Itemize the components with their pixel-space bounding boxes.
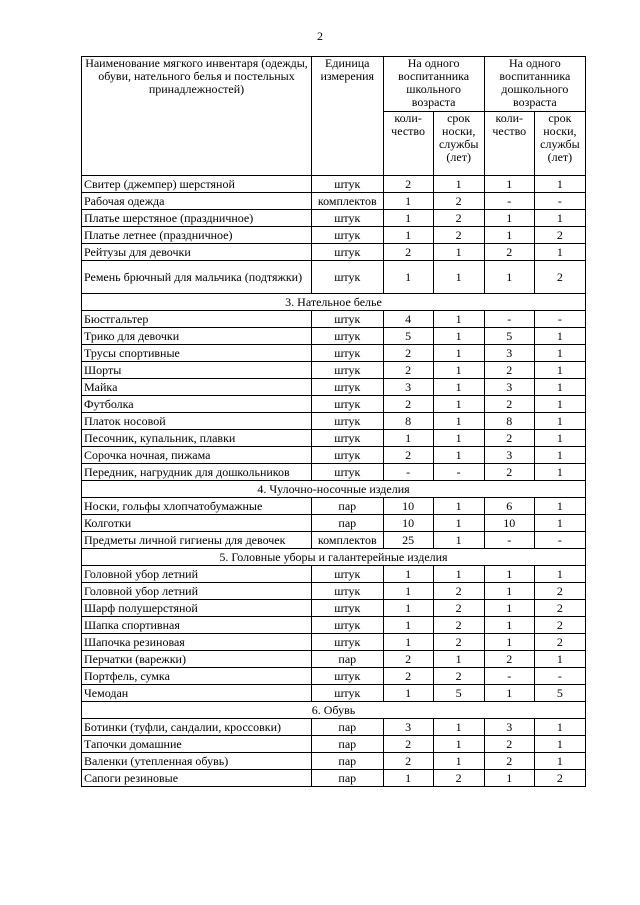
school-quantity: 2 [383,244,433,261]
table-row [82,244,586,261]
preschool-term: 1 [534,328,585,345]
item-unit: штук [312,210,384,227]
item-unit: пар [312,498,384,515]
school-quantity: 2 [383,396,433,413]
table-row [82,447,586,464]
preschool-quantity: 1 [484,600,534,617]
school-quantity: 2 [383,753,433,770]
school-term: 1 [433,362,484,379]
school-quantity: 2 [383,176,433,193]
preschool-term: 2 [534,634,585,651]
preschool-quantity: 1 [484,770,534,787]
item-name: Платок носовой [82,413,312,430]
table-row [82,176,586,193]
school-quantity: 1 [383,770,433,787]
school-quantity: 1 [383,193,433,210]
school-term: 1 [433,515,484,532]
school-quantity: 1 [383,600,433,617]
school-quantity: 4 [383,311,433,328]
table-row [82,566,586,583]
preschool-quantity: 2 [484,244,534,261]
school-quantity: 10 [383,515,433,532]
table-row [82,583,586,600]
section-title: 3. Нательное белье [82,294,586,311]
preschool-quantity: 2 [484,736,534,753]
school-term: 1 [433,447,484,464]
preschool-quantity: - [484,311,534,328]
preschool-quantity: 3 [484,345,534,362]
item-name: Колготки [82,515,312,532]
preschool-term: 2 [534,227,585,244]
table-row [82,719,586,736]
item-name: Шорты [82,362,312,379]
school-term: 1 [433,736,484,753]
school-term: 2 [433,634,484,651]
preschool-term: 2 [534,617,585,634]
preschool-term: 1 [534,345,585,362]
preschool-term: 1 [534,413,585,430]
header-school-qty: коли-чество [383,112,433,176]
preschool-term: 1 [534,210,585,227]
preschool-quantity: 10 [484,515,534,532]
preschool-term: - [534,193,585,210]
item-unit: пар [312,736,384,753]
item-name: Шапочка резиновая [82,634,312,651]
header-school-group: На одного воспитанника школьного возраста [383,57,484,112]
item-name: Головной убор летний [82,583,312,600]
preschool-quantity: 2 [484,753,534,770]
section-row [82,481,586,498]
school-term: 2 [433,583,484,600]
preschool-term: 2 [534,583,585,600]
item-unit: штук [312,328,384,345]
table-row [82,685,586,702]
item-unit: штук [312,685,384,702]
table-row [82,227,586,244]
item-unit: штук [312,600,384,617]
item-name: Свитер (джемпер) шерстяной [82,176,312,193]
preschool-term: - [534,668,585,685]
item-unit: штук [312,464,384,481]
school-quantity: 2 [383,345,433,362]
school-quantity: 1 [383,430,433,447]
preschool-term: 1 [534,566,585,583]
item-unit: пар [312,719,384,736]
school-term: 2 [433,193,484,210]
table-row [82,753,586,770]
preschool-quantity: 1 [484,227,534,244]
header-preschool-group: На одного воспитанника дошкольного возраста [484,57,585,112]
item-name: Рабочая одежда [82,193,312,210]
preschool-quantity: 1 [484,261,534,294]
table-row [82,532,586,549]
item-name: Песочник, купальник, плавки [82,430,312,447]
preschool-term: 1 [534,244,585,261]
preschool-quantity: 1 [484,617,534,634]
preschool-term: 2 [534,261,585,294]
table-row [82,464,586,481]
preschool-term: 5 [534,685,585,702]
school-term: 1 [433,413,484,430]
preschool-term: 1 [534,736,585,753]
item-name: Предметы личной гигиены для девочек [82,532,312,549]
item-name: Ремень брючный для мальчика (подтяжки) [82,261,312,294]
preschool-term: 1 [534,464,585,481]
school-quantity: 1 [383,583,433,600]
school-quantity: 8 [383,413,433,430]
item-unit: штук [312,261,384,294]
school-quantity: 25 [383,532,433,549]
item-unit: штук [312,311,384,328]
item-name: Тапочки домашние [82,736,312,753]
preschool-quantity: 6 [484,498,534,515]
item-name: Сапоги резиновые [82,770,312,787]
table-row [82,362,586,379]
preschool-quantity: 1 [484,566,534,583]
school-term: 2 [433,227,484,244]
school-term: 1 [433,498,484,515]
item-unit: штук [312,227,384,244]
soft-inventory-table [81,56,586,787]
preschool-term: 1 [534,430,585,447]
preschool-quantity: 1 [484,583,534,600]
table-row [82,396,586,413]
item-unit: пар [312,651,384,668]
item-name: Бюстгальтер [82,311,312,328]
school-quantity: 10 [383,498,433,515]
table-row [82,379,586,396]
school-term: - [433,464,484,481]
preschool-term: 1 [534,176,585,193]
school-term: 2 [433,210,484,227]
school-quantity: 2 [383,651,433,668]
preschool-quantity: 2 [484,651,534,668]
table-row [82,651,586,668]
school-term: 1 [433,430,484,447]
item-unit: штук [312,362,384,379]
school-quantity: 5 [383,328,433,345]
preschool-term: 2 [534,600,585,617]
item-name: Платье шерстяное (праздничное) [82,210,312,227]
table-row [82,770,586,787]
school-term: 1 [433,311,484,328]
item-unit: штук [312,634,384,651]
item-name: Головной убор летний [82,566,312,583]
school-quantity: 1 [383,634,433,651]
preschool-quantity: - [484,532,534,549]
school-term: 2 [433,770,484,787]
header-school-term: срок носки, службы (лет) [433,112,484,176]
table-row [82,210,586,227]
preschool-quantity: 5 [484,328,534,345]
school-quantity: 3 [383,719,433,736]
preschool-term: 1 [534,362,585,379]
table-row [82,430,586,447]
item-name: Шапка спортивная [82,617,312,634]
item-name: Трусы спортивные [82,345,312,362]
item-name: Рейтузы для девочки [82,244,312,261]
preschool-term: - [534,311,585,328]
preschool-quantity: - [484,193,534,210]
item-unit: штук [312,583,384,600]
school-term: 1 [433,328,484,345]
table-row [82,736,586,753]
item-name: Ботинки (туфли, сандалии, кроссовки) [82,719,312,736]
school-term: 1 [433,396,484,413]
table-row [82,193,586,210]
preschool-quantity: 3 [484,447,534,464]
item-name: Чемодан [82,685,312,702]
item-unit: штук [312,244,384,261]
table-row [82,261,586,294]
table-row [82,311,586,328]
item-name: Майка [82,379,312,396]
preschool-term: 1 [534,515,585,532]
school-term: 2 [433,600,484,617]
section-row [82,702,586,719]
preschool-quantity: 3 [484,379,534,396]
item-unit: штук [312,176,384,193]
section-title: 5. Головные уборы и галантерейные изделия [82,549,586,566]
header-preschool-term: срок носки, службы (лет) [534,112,585,176]
item-unit: комплектов [312,532,384,549]
school-term: 2 [433,668,484,685]
school-quantity: 1 [383,261,433,294]
school-quantity: 1 [383,227,433,244]
item-unit: штук [312,396,384,413]
item-unit: штук [312,668,384,685]
school-quantity: 1 [383,685,433,702]
school-term: 1 [433,532,484,549]
item-unit: штук [312,447,384,464]
table-row [82,515,586,532]
item-name: Платье летнее (праздничное) [82,227,312,244]
school-term: 2 [433,617,484,634]
section-row [82,294,586,311]
preschool-term: 1 [534,753,585,770]
header-unit-column: Единица измерения [312,57,384,176]
item-unit: пар [312,753,384,770]
school-term: 5 [433,685,484,702]
table-row [82,617,586,634]
table-row [82,634,586,651]
preschool-quantity: 8 [484,413,534,430]
school-term: 1 [433,176,484,193]
preschool-quantity: 1 [484,210,534,227]
preschool-term: 1 [534,396,585,413]
item-unit: пар [312,515,384,532]
item-unit: штук [312,617,384,634]
item-name: Трико для девочки [82,328,312,345]
school-term: 1 [433,261,484,294]
item-name: Футболка [82,396,312,413]
school-quantity: 2 [383,668,433,685]
preschool-term: - [534,532,585,549]
preschool-quantity: 1 [484,634,534,651]
section-row [82,549,586,566]
preschool-term: 1 [534,379,585,396]
school-quantity: - [383,464,433,481]
item-name: Перчатки (варежки) [82,651,312,668]
school-quantity: 3 [383,379,433,396]
item-name: Передник, нагрудник для дошкольников [82,464,312,481]
preschool-term: 1 [534,719,585,736]
preschool-term: 2 [534,770,585,787]
section-title: 4. Чулочно-носочные изделия [82,481,586,498]
item-name: Валенки (утепленная обувь) [82,753,312,770]
preschool-quantity: 2 [484,362,534,379]
section-title: 6. Обувь [82,702,586,719]
table-row [82,600,586,617]
preschool-quantity: 2 [484,430,534,447]
item-unit: комплектов [312,193,384,210]
school-quantity: 2 [383,736,433,753]
school-term: 1 [433,566,484,583]
item-unit: штук [312,413,384,430]
item-name: Шарф полушерстяной [82,600,312,617]
school-quantity: 2 [383,447,433,464]
item-unit: штук [312,345,384,362]
school-term: 1 [433,719,484,736]
header-row-top [82,57,586,112]
item-unit: пар [312,770,384,787]
item-name: Портфель, сумка [82,668,312,685]
school-term: 1 [433,244,484,261]
school-quantity: 1 [383,566,433,583]
table-row [82,345,586,362]
header-preschool-qty: коли-чество [484,112,534,176]
table-row [82,328,586,345]
preschool-term: 1 [534,498,585,515]
preschool-quantity: - [484,668,534,685]
school-term: 1 [433,753,484,770]
preschool-quantity: 3 [484,719,534,736]
school-quantity: 1 [383,617,433,634]
item-name: Носки, гольфы хлопчатобумажные [82,498,312,515]
item-unit: штук [312,566,384,583]
school-term: 1 [433,651,484,668]
preschool-quantity: 2 [484,396,534,413]
table-row [82,413,586,430]
item-name: Сорочка ночная, пижама [82,447,312,464]
school-term: 1 [433,379,484,396]
school-quantity: 2 [383,362,433,379]
item-unit: штук [312,379,384,396]
preschool-quantity: 1 [484,685,534,702]
preschool-quantity: 1 [484,176,534,193]
school-term: 1 [433,345,484,362]
table-row [82,668,586,685]
school-quantity: 1 [383,210,433,227]
preschool-term: 1 [534,447,585,464]
table-row [82,498,586,515]
page-number: 2 [317,29,323,43]
header-name-column: Наименование мягкого инвентаря (одежды, обуви, нательного белья и постельных принадлежностей) [82,57,312,176]
preschool-quantity: 2 [484,464,534,481]
preschool-term: 1 [534,651,585,668]
item-unit: штук [312,430,384,447]
